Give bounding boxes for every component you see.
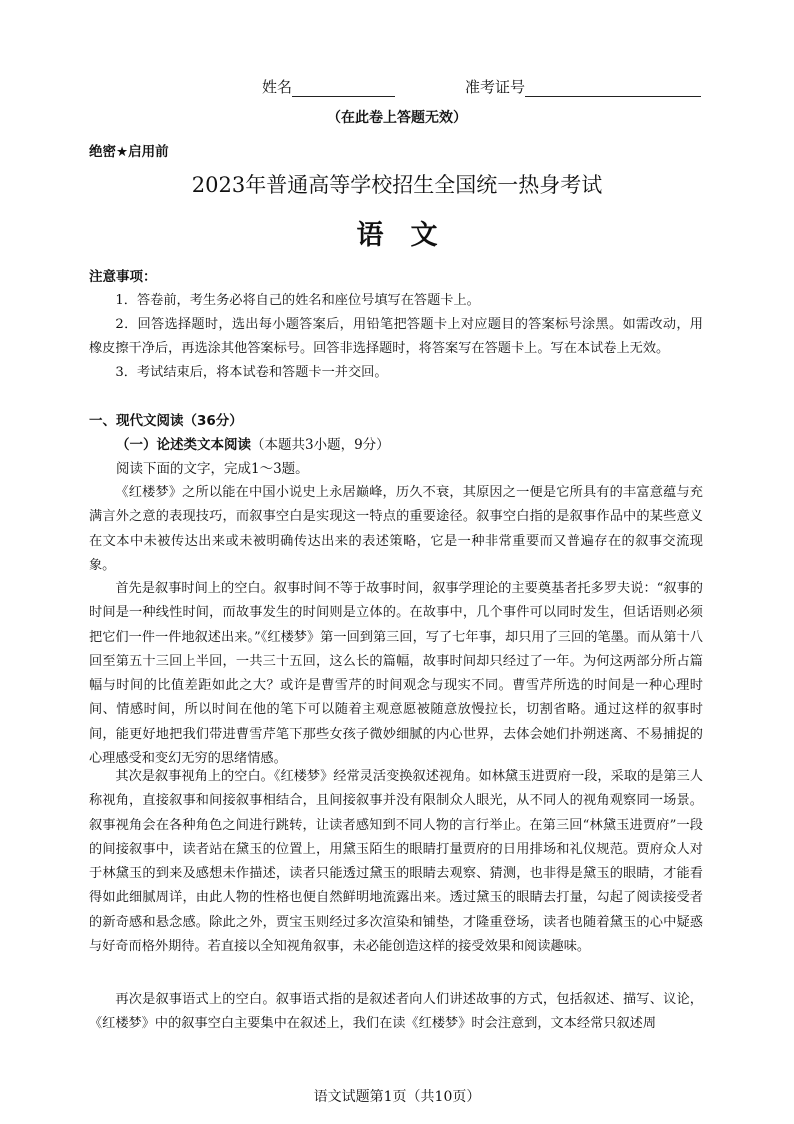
- secret-mark: 绝密★启用前: [89, 144, 169, 160]
- exam-title: 2023年普通高等学校招生全国统一热身考试: [191, 173, 603, 197]
- passage-paragraph-3: 其次是叙事视角上的空白。《红楼梦》经常灵活变换叙述视角。如林黛玉进贾府一段，采取的是第三人称视角，直接叙事和间接叙事相结合，且间接叙事并没有限制众人眼光，从不同人的视角观察同一场景。叙事视角会在各种角色之间进行跳转，让读者感知到不同人物的言行举止。在第三回“林黛玉进贾府”一段的间接叙事中，读者站在黛玉的位置上，用黛玉陌生的眼睛打量贾府的日用排场和礼仪规范。贾府众人对于林黛玉的到来及感想未作描述，读者只能透过黛玉的眼睛去观察、猜测，也非得是黛玉的眼睛，才能看得如此细腻周详，由此人物的性格也便自然鲜明地流露出来。透过黛玉的眼睛去打量，勾起了阅读接受者的新奇感和悬念感。除此之外，贾宝玉则经过多次渲染和铺垫，才隆重登场，读者也随着黛玉的心中疑惑与好奇而格外期待。若直接以全知视角叙事，未必能创造这样的接受效果和阅读趣味。: [89, 769, 703, 955]
- sub-heading-info: （本题共3小题，9分）: [251, 437, 390, 453]
- subject-title: 语 文: [356, 220, 438, 251]
- reading-instruction: 阅读下面的文字，完成1～3题。: [116, 461, 309, 477]
- passage-paragraph-1: 《红楼梦》之所以能在中国小说史上永居巅峰，历久不衰，其原因之一便是它所具有的丰富意蕴与充满言外之意的表现技巧，而叙事空白是实现这一特点的重要途径。叙事空白指的是叙事作品中的某些意义在文本中未被传达出来或未被明确传达出来的表述策略，它是一种非常重要而又普遍存在的叙事交流现象。: [89, 485, 703, 573]
- sub-heading: [116, 433, 390, 453]
- note-item-3: 3．考试结束后，将本试卷和答题卡一并交回。: [115, 365, 388, 380]
- page-footer: 语文试题第1页（共10页）: [313, 1089, 481, 1105]
- note-item-1: 1．答卷前，考生务必将自己的姓名和座位号填写在答题卡上。: [115, 293, 480, 308]
- passage-paragraph-2: 首先是叙事时间上的空白。叙事时间不等于故事时间，叙事学理论的主要奠基者托多罗夫说：“叙事的时间是一种线性时间，而故事发生的时间则是立体的。在故事中，几个事件可以同时发生，但话语则必须把它们一件一件地叙述出来。”《红楼梦》第一回到第三回，写了七年事，却只用了三回的笔墨。而从第十八回至第五十三回上半回，一共三十五回，这么长的篇幅，故事时间却只经过了一年。为何这两部分所占篇幅与时间的比值差距如此之大？或许是曹雪芹的时间观念与现实不同。曹雪芹所选的时间是一种心理时间、情感时间，所以时间在他的笔下可以随着主观意愿被随意放慢拉长，切割省略。通过这样的叙事时间，能更好地把我们带进曹雪芹笔下那些女孩子微妙细腻的内心世界，去体会她们扑朔迷离、不易捕捉的心理感受和变幻无穷的思绪情感。: [89, 581, 703, 767]
- name-label: 姓名: [262, 78, 293, 96]
- name-field: [262, 76, 395, 97]
- passage-paragraph-4: 再次是叙事语式上的空白。叙事语式指的是叙述者向人们讲述故事的方式，包括叙述、描写、议论，《红楼梦》中的叙事空白主要集中在叙述上，我们在读《红楼梦》时会注意到，文本经常只叙述周: [89, 992, 703, 1032]
- exam-id-field: [465, 76, 701, 97]
- exam-id-blank: [525, 81, 701, 97]
- name-blank: [292, 81, 395, 97]
- candidate-info-row: [0, 76, 794, 100]
- sub-heading-title: （一）论述类文本阅读: [116, 437, 251, 453]
- section-heading: 一、现代文阅读（36分）: [89, 413, 243, 429]
- exam-id-label: 准考证号: [465, 78, 526, 96]
- notes-heading: 注意事项：: [89, 269, 157, 285]
- note-item-2: 2．回答选择题时，选出每小题答案后，用铅笔把答题卡上对应题目的答案标号涂黑。如需改动，用橡皮擦干净后，再选涂其他答案标号。回答非选择题时，将答案写在答题卡上。写在本试卷上无效。: [89, 317, 703, 357]
- invalid-notice: （在此卷上答题无效）: [327, 110, 467, 126]
